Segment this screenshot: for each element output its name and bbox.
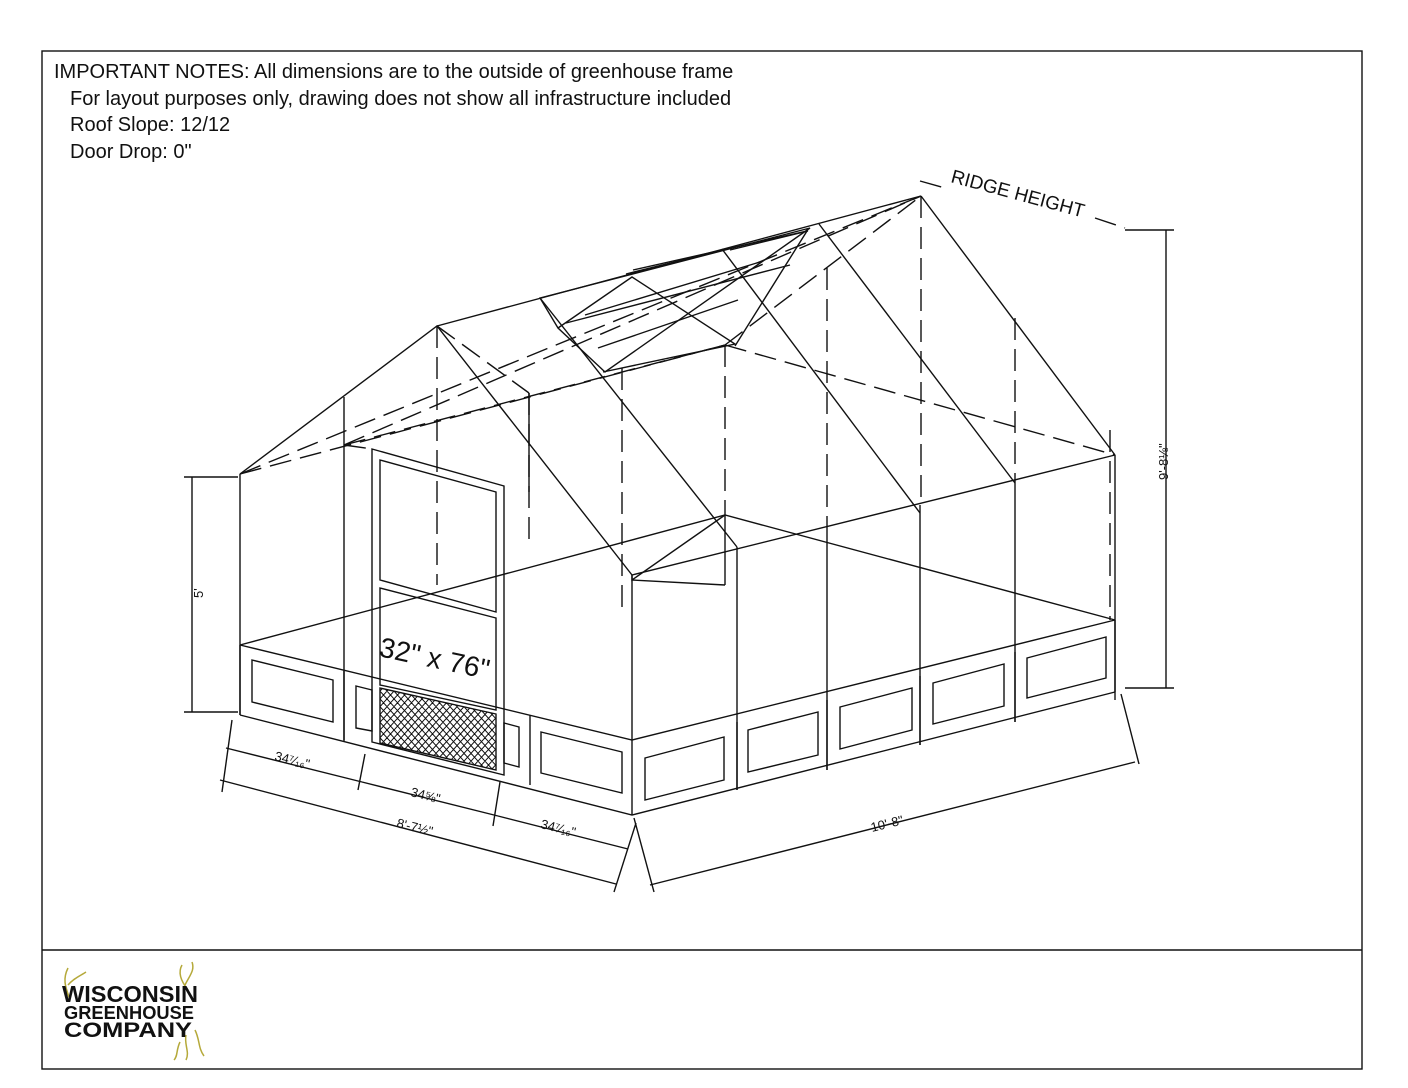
right-panel-dim: 34⁷⁄₁₆" (539, 816, 578, 840)
note-line-1: IMPORTANT NOTES: All dimensions are to the outside of greenhouse frame (54, 61, 734, 83)
wall-height-dim: 5' (191, 588, 206, 598)
note-door-drop: Door Drop: 0" (70, 140, 192, 163)
important-notes (54, 59, 733, 165)
door-size-label: 32" x 76" (376, 631, 493, 686)
dimension-lines (184, 230, 1174, 892)
door-kick-panel-mesh (300, 680, 607, 780)
logo-line-1: WISCONSIN (62, 981, 198, 1007)
door (372, 449, 504, 775)
note-roof-slope: Roof Slope: 12/12 (70, 114, 231, 136)
logo-line-3: COMPANY (64, 1019, 192, 1042)
gable-width-dim: 8'-7½" (395, 815, 435, 839)
logo-line-2: GREENHOUSE (64, 1003, 194, 1023)
note-line-2: For layout purposes only, drawing does not show all infrastructure included (70, 87, 732, 110)
greenhouse-frame (240, 196, 1115, 815)
ridge-height-label: RIDGE HEIGHT (948, 166, 1087, 223)
company-logo (62, 962, 204, 1060)
ridge-height-dim: 9'-8⅛" (1156, 443, 1171, 480)
side-length-dim: 10'-8" (869, 812, 905, 835)
hidden-lines (240, 181, 1125, 620)
door-panel-dim: 34⅝" (409, 784, 442, 807)
left-panel-dim: 34⁷⁄₁₆" (273, 748, 312, 772)
